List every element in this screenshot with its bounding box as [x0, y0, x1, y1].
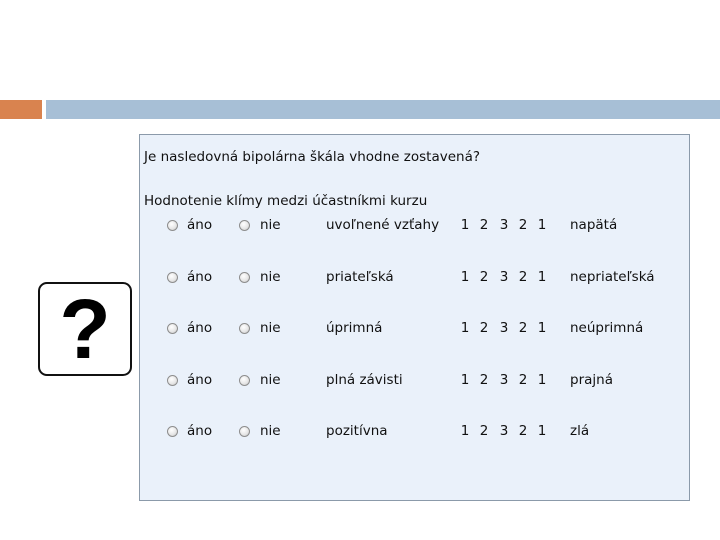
scale-number: 2	[518, 372, 528, 388]
question-text: Je nasledovná bipolárna škála vhodne zostavená?	[144, 149, 481, 165]
radio-no-label: nie	[260, 217, 281, 233]
survey-panel	[139, 134, 690, 501]
radio-yes-label: áno	[187, 217, 213, 233]
scale-number: 3	[499, 372, 509, 388]
radio-no-label: nie	[260, 320, 281, 336]
right-pole-label: nepriateľská	[570, 269, 655, 285]
scale-number: 2	[479, 320, 489, 336]
scale-number: 1	[460, 217, 470, 233]
right-pole-label: napätá	[570, 217, 618, 233]
scale-number: 3	[499, 217, 509, 233]
scale-number: 1	[537, 423, 547, 439]
radio-yes[interactable]	[167, 375, 178, 386]
accent-bar-orange	[0, 100, 42, 119]
radio-yes[interactable]	[167, 220, 178, 231]
left-pole-label: plná závisti	[326, 372, 403, 388]
radio-no[interactable]	[239, 426, 250, 437]
radio-yes-label: áno	[187, 320, 213, 336]
scale-number: 1	[460, 269, 470, 285]
radio-yes-label: áno	[187, 423, 213, 439]
scale-number: 2	[518, 269, 528, 285]
scale-number: 3	[499, 320, 509, 336]
scale-number: 1	[460, 372, 470, 388]
scale-number: 3	[499, 269, 509, 285]
scale-row	[140, 423, 689, 445]
scale-number: 1	[537, 217, 547, 233]
scale-number: 1	[537, 269, 547, 285]
right-pole-label: prajná	[570, 372, 613, 388]
scale-number: 2	[518, 217, 528, 233]
right-pole-label: neúprimná	[570, 320, 644, 336]
scale-number: 1	[460, 423, 470, 439]
scale-row	[140, 320, 689, 342]
radio-yes[interactable]	[167, 426, 178, 437]
radio-yes-label: áno	[187, 269, 213, 285]
right-pole-label: zlá	[570, 423, 590, 439]
scale-number: 2	[479, 372, 489, 388]
scale-number: 1	[460, 320, 470, 336]
scale-number: 1	[537, 320, 547, 336]
accent-bar-blue	[46, 100, 720, 119]
left-pole-label: priateľská	[326, 269, 394, 285]
scale-number: 1	[537, 372, 547, 388]
radio-no-label: nie	[260, 372, 281, 388]
scale-number: 2	[518, 423, 528, 439]
question-mark-icon: ?	[38, 282, 132, 376]
radio-no[interactable]	[239, 375, 250, 386]
scale-row	[140, 217, 689, 239]
left-pole-label: úprimná	[326, 320, 383, 336]
radio-no-label: nie	[260, 423, 281, 439]
scale-number: 3	[499, 423, 509, 439]
radio-no[interactable]	[239, 272, 250, 283]
scale-number: 2	[479, 217, 489, 233]
radio-yes-label: áno	[187, 372, 213, 388]
radio-yes[interactable]	[167, 272, 178, 283]
left-pole-label: pozitívna	[326, 423, 388, 439]
scale-number: 2	[479, 269, 489, 285]
left-pole-label: uvoľnené vzťahy	[326, 217, 440, 233]
scale-row	[140, 269, 689, 291]
radio-no[interactable]	[239, 220, 250, 231]
radio-yes[interactable]	[167, 323, 178, 334]
scale-number: 2	[518, 320, 528, 336]
section-title: Hodnotenie klímy medzi účastníkmi kurzu	[144, 193, 428, 209]
scale-number: 2	[479, 423, 489, 439]
radio-no-label: nie	[260, 269, 281, 285]
radio-no[interactable]	[239, 323, 250, 334]
scale-row	[140, 372, 689, 394]
